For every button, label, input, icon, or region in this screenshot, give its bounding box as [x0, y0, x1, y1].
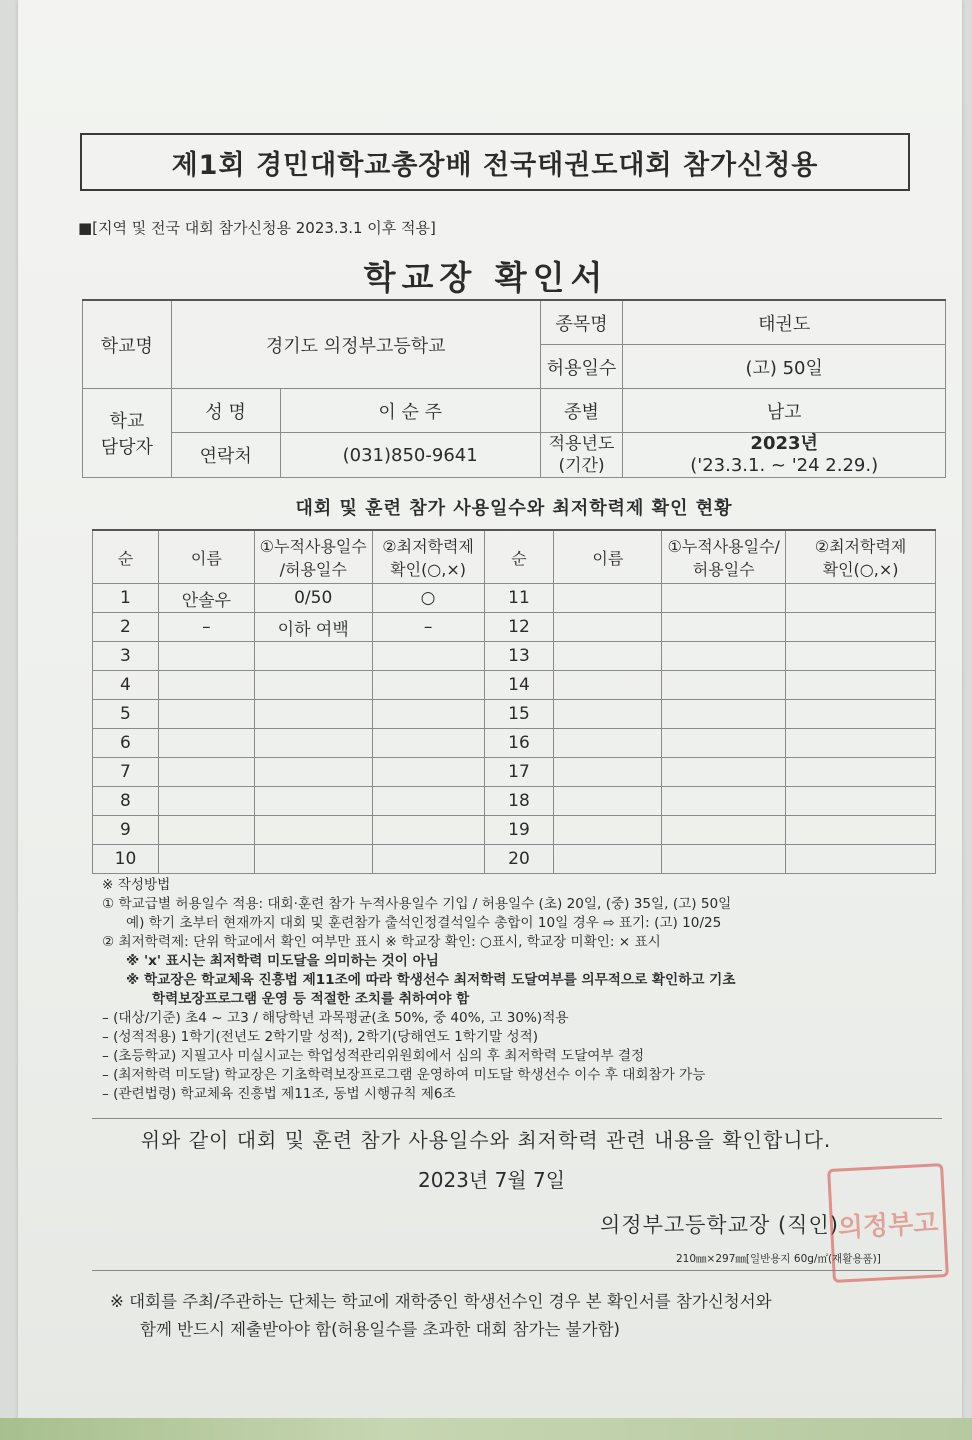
days-used — [254, 758, 372, 787]
student-name-right — [554, 816, 662, 845]
student-name-right — [554, 613, 662, 642]
days-used-right — [662, 642, 786, 671]
principal-signature: 의정부고등학교장 (직인) — [600, 1213, 839, 1237]
days-used-right — [662, 816, 786, 845]
row-number: 10 — [93, 845, 159, 874]
confirmation-statement: 위와 같이 대회 및 훈련 참가 사용일수와 최저학력 관련 내용을 확인합니다. — [140, 1128, 832, 1152]
academic-check — [372, 787, 484, 816]
student-name — [158, 787, 254, 816]
table-row — [93, 671, 936, 700]
academic-check: ○ — [372, 584, 484, 613]
student-name — [158, 758, 254, 787]
academic-check — [372, 816, 484, 845]
footnote-line1: ※ 대회를 주최/주관하는 단체는 학교에 재학중인 학생선수인 경우 본 확인서를 참가신청서와 — [110, 1292, 772, 1311]
header-name: 이름 — [158, 530, 254, 584]
year-label — [540, 433, 623, 478]
student-name — [158, 700, 254, 729]
table-row — [93, 816, 936, 845]
header-name-right: 이름 — [554, 530, 662, 584]
days-used — [254, 845, 372, 874]
usage-table-header — [93, 530, 936, 584]
usage-section-title: 대회 및 훈련 참가 사용일수와 최저학력제 확인 현황 — [295, 498, 733, 519]
sport-label: 종목명 — [540, 300, 623, 345]
staff-label-line1: 학교 — [109, 411, 145, 432]
row-number: 3 — [93, 642, 159, 671]
year-value — [623, 433, 946, 478]
student-name-right — [554, 671, 662, 700]
academic-check-right — [786, 584, 936, 613]
header-days-right-line1: ①누적사용일수/ — [667, 537, 780, 556]
row-number-right: 14 — [484, 671, 554, 700]
days-used-right — [662, 787, 786, 816]
header-academic-right-line1: ②최저학력제 — [814, 537, 907, 556]
instruction-3: ※ 'x' 표시는 최저학력 미도달을 의미하는 것이 아님 — [126, 953, 439, 969]
instruction-5: – (대상/기준) 초4 ~ 고3 / 해당학년 과목평균(초 50%, 중 40%, 고 30%)적용 — [102, 1010, 569, 1026]
header-days-right-line2: 허용일수 — [692, 560, 755, 579]
days-used-right — [662, 758, 786, 787]
row-number-right: 11 — [484, 584, 554, 613]
student-name: 안솔우 — [158, 584, 254, 613]
allowed-days-label: 허용일수 — [540, 345, 623, 389]
row-number-right: 15 — [484, 700, 554, 729]
student-name: – — [158, 613, 254, 642]
table-row — [93, 729, 936, 758]
academic-check — [372, 642, 484, 671]
row-number: 1 — [93, 584, 159, 613]
student-name-right — [554, 584, 662, 613]
student-name-right — [554, 642, 662, 671]
year-value-year: 2023년 — [750, 433, 818, 454]
row-number-right: 19 — [484, 816, 554, 845]
student-name-right — [554, 758, 662, 787]
row-number: 2 — [93, 613, 159, 642]
header-days-line1: ①누적사용일수 — [259, 537, 367, 556]
table-row — [93, 584, 936, 613]
student-name-right — [554, 845, 662, 874]
header-no: 순 — [93, 530, 159, 584]
row-number-right: 16 — [484, 729, 554, 758]
category-value: 남고 — [623, 389, 946, 433]
student-name — [158, 642, 254, 671]
table-row — [93, 787, 936, 816]
document-title: 학교장 확인서 — [363, 258, 609, 297]
days-used-right — [662, 613, 786, 642]
allowed-days-value: (고) 50일 — [623, 345, 946, 389]
paper-spec: 210㎜×297㎜[일반용지 60g/㎡(재활용품)] — [676, 1253, 881, 1265]
footnote-line2: 함께 반드시 제출받아야 함(허용일수를 초과한 대회 참가는 불가함) — [140, 1320, 620, 1339]
instructions-heading: ※ 작성방법 — [102, 877, 171, 893]
category-label: 종별 — [540, 389, 623, 433]
sport-value: 태권도 — [623, 300, 946, 345]
days-used — [254, 700, 372, 729]
academic-check — [372, 758, 484, 787]
student-name-right — [554, 700, 662, 729]
instruction-7: – (초등학교) 지필고사 미실시교는 학업성적관리위원회에서 심의 후 최저학력 도달여부 결정 — [102, 1048, 645, 1064]
academic-check-right — [786, 613, 936, 642]
instruction-2: ② 최저학력제: 단위 학교에서 확인 여부만 표시 ※ 학교장 확인: ○표시, 학교장 미확인: × 표시 — [102, 934, 661, 950]
school-info-table — [82, 299, 946, 478]
instruction-8: – (최저학력 미도달) 학교장은 기초학력보장프로그램 운영하여 미도달 학생선수 이수 후 대회참가 가능 — [102, 1067, 706, 1083]
days-used-right — [662, 671, 786, 700]
instruction-6: – (성적적용) 1학기(전년도 2학기말 성적), 2학기(당해연도 1학기말 성적) — [102, 1029, 539, 1045]
academic-check-right — [786, 671, 936, 700]
staff-label-line2: 담당자 — [100, 437, 153, 458]
table-row — [93, 700, 936, 729]
row-number: 6 — [93, 729, 159, 758]
name-value: 이 순 주 — [280, 389, 540, 433]
name-label: 성 명 — [171, 389, 280, 433]
instruction-1a: ① 학교급별 허용일수 적용: 대회·훈련 참가 누적사용일수 기입 / 허용일수 (초) 20일, (중) 35일, (고) 50일 — [102, 896, 732, 912]
header-academic-right — [786, 530, 936, 584]
days-used — [254, 816, 372, 845]
student-name — [158, 671, 254, 700]
academic-check-right — [786, 787, 936, 816]
student-name — [158, 816, 254, 845]
academic-check: – — [372, 613, 484, 642]
header-days — [254, 530, 372, 584]
row-number: 5 — [93, 700, 159, 729]
days-used-right — [662, 845, 786, 874]
usage-table — [92, 529, 936, 874]
official-seal: 의정부고 — [827, 1163, 949, 1283]
student-name-right — [554, 787, 662, 816]
event-title: 제1회 경민대학교총장배 전국태권도대회 참가신청용 — [80, 133, 910, 191]
header-academic-line1: ②최저학력제 — [382, 537, 474, 556]
days-used: 이하 여백 — [254, 613, 372, 642]
days-used-right — [662, 729, 786, 758]
contact-label: 연락처 — [171, 433, 280, 478]
instruction-4a: ※ 학교장은 학교체육 진흥법 제11조에 따라 학생선수 최저학력 도달여부를 의무적으로 확인하고 기초 — [126, 972, 736, 988]
header-days-line2: /허용일수 — [279, 560, 347, 579]
applicability-note: ■[지역 및 전국 대회 참가신청용 2023.3.1 이후 적용] — [78, 219, 436, 237]
student-name — [158, 729, 254, 758]
row-number: 4 — [93, 671, 159, 700]
academic-check — [372, 700, 484, 729]
row-number-right: 17 — [484, 758, 554, 787]
header-academic-line2: 확인(○,×) — [390, 560, 467, 579]
header-academic-right-line2: 확인(○,×) — [822, 560, 899, 579]
row-number: 8 — [93, 787, 159, 816]
header-days-right — [662, 530, 786, 584]
school-value: 경기도 의정부고등학교 — [171, 300, 540, 389]
staff-label — [83, 389, 172, 478]
instruction-1b: 예) 학기 초부터 현재까지 대회 및 훈련참가 출석인정결석일수 총합이 10일 경우 ⇨ 표기: (고) 10/25 — [126, 915, 722, 931]
days-used — [254, 642, 372, 671]
year-label-line1: 적용년도 — [548, 434, 615, 454]
contact-value: (031)850-9641 — [280, 433, 540, 478]
divider-bottom — [92, 1270, 942, 1271]
days-used: 0/50 — [254, 584, 372, 613]
days-used-right — [662, 584, 786, 613]
academic-check-right — [786, 816, 936, 845]
header-no-right: 순 — [484, 530, 554, 584]
table-row — [93, 845, 936, 874]
student-name — [158, 845, 254, 874]
academic-check-right — [786, 642, 936, 671]
days-used — [254, 671, 372, 700]
academic-check-right — [786, 758, 936, 787]
year-value-period: ('23.3.1. ~ '24 2.29.) — [690, 455, 879, 476]
instruction-4b: 학력보장프로그램 운영 등 적절한 조치를 취하여야 함 — [152, 991, 470, 1007]
academic-check-right — [786, 845, 936, 874]
student-name-right — [554, 729, 662, 758]
table-row — [93, 758, 936, 787]
days-used — [254, 787, 372, 816]
days-used — [254, 729, 372, 758]
table-row — [93, 613, 936, 642]
row-number: 7 — [93, 758, 159, 787]
row-number-right: 18 — [484, 787, 554, 816]
year-label-line2: (기간) — [558, 456, 605, 476]
submission-footnote — [110, 1288, 910, 1344]
usage-table-body — [93, 584, 936, 874]
days-used-right — [662, 700, 786, 729]
row-number-right: 13 — [484, 642, 554, 671]
academic-check-right — [786, 729, 936, 758]
writing-instructions — [102, 876, 922, 1104]
school-label: 학교명 — [83, 300, 172, 389]
divider — [92, 1118, 942, 1119]
academic-check — [372, 845, 484, 874]
academic-check — [372, 729, 484, 758]
row-number: 9 — [93, 816, 159, 845]
table-row — [93, 642, 936, 671]
issue-date: 2023년 7월 7일 — [418, 1168, 566, 1192]
academic-check-right — [786, 700, 936, 729]
row-number-right: 20 — [484, 845, 554, 874]
instruction-9: – (관련법령) 학교체육 진흥법 제11조, 동법 시행규칙 제6조 — [102, 1086, 456, 1102]
academic-check — [372, 671, 484, 700]
background-strip — [0, 1418, 972, 1440]
header-academic — [372, 530, 484, 584]
row-number-right: 12 — [484, 613, 554, 642]
